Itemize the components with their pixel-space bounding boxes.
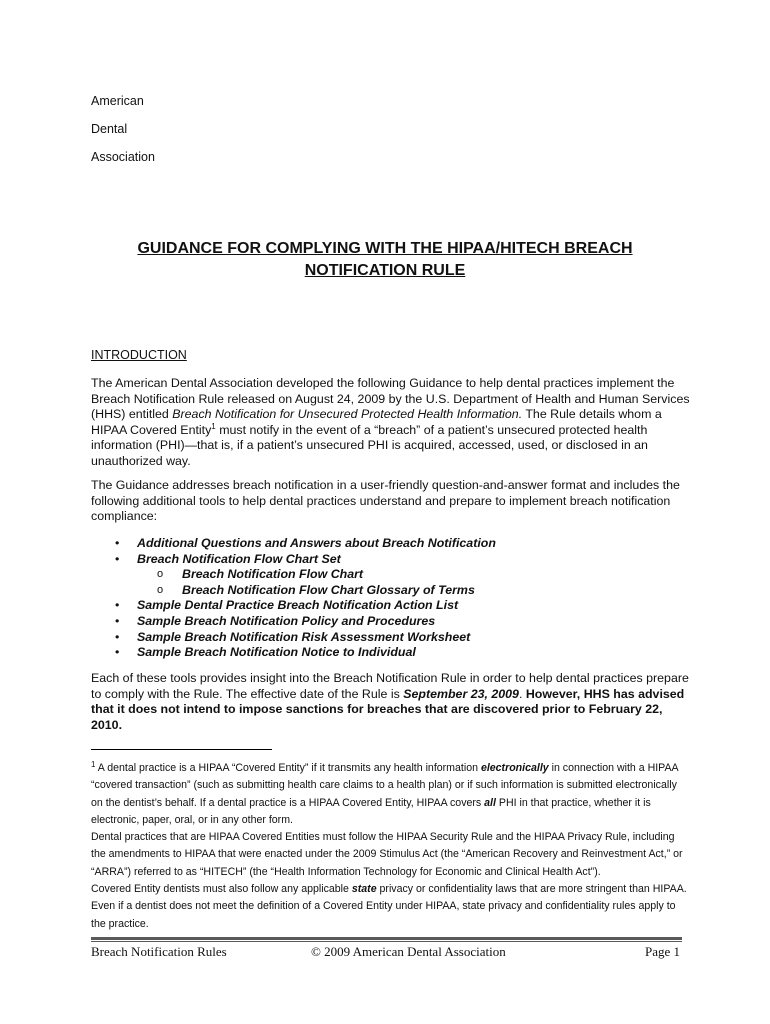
footnote-paragraph-2: Dental practices that are HIPAA Covered Entities must follow the HIPAA Security Rule and the HIPAA Privacy Rule, including the amendments to HIPAA that were enacted under the 2009 Stimulus Act (the “American Recovery and Reinvestment Act,” or “ARRA”) referred to as “HITECH” (the “Health Information Technology for Economic and Clinical Health Act”). — [91, 831, 683, 878]
tools-list — [91, 536, 691, 661]
footnote-text-d: Covered Entity dentists must also follow any applicable — [91, 883, 352, 896]
p1-text-a: The American Dental Association developed the following Guidance to help dental practices implement the Breach Notification Rule released on August 24, 2009 by the U.S. Department of Health and Human Services (HHS) entitled — [91, 376, 690, 422]
footer-copyright: © 2009 American Dental Association — [311, 944, 506, 959]
sub-list-item — [91, 583, 691, 599]
footnote-emphasis-all: all — [484, 796, 496, 809]
list-item-text: Sample Dental Practice Breach Notification Action List — [137, 598, 459, 613]
title-line-1: GUIDANCE FOR COMPLYING WITH THE HIPAA/HITECH BREACH — [137, 240, 633, 257]
list-item-text: Additional Questions and Answers about Breach Notification — [137, 536, 496, 550]
org-line-american: American — [91, 94, 144, 108]
footnote-reference: 1 — [211, 421, 216, 431]
p1-text-b: The Rule details whom a HIPAA Covered Entity — [91, 407, 662, 437]
list-item-text: Sample Breach Notification Notice to Individual — [137, 645, 416, 660]
footnote-text-e: privacy or confidentiality laws that are more stringent than HIPAA. Even if a dentist does not meet the definition of a Covered Entity under HIPAA, state privacy and confidentiality rules apply to the practice. — [91, 883, 687, 930]
p1-text-c: must notify in the event of a “breach” of a patient’s unsecured protected health information (PHI)—that is, if a patient’s unsecured PHI is acquired, accessed, used, or disclosed in an unauthorized way. — [91, 422, 648, 468]
list-item-text: Sample Breach Notification Policy and Procedures — [137, 613, 436, 628]
intro-paragraph-2 — [91, 478, 691, 525]
footnote-text-b: in connection with a HIPAA “covered transaction” (such as submitting health care claims to a health plan) or if such information is submitted electronically on the dentist’s behalf. If a dental practice is a HIPAA Covered Entity, HIPAA covers — [91, 762, 679, 809]
footnote-text-c: PHI in that practice, whether it is electronic, paper, oral, or in any other form. — [91, 796, 651, 826]
sub-list-item — [91, 567, 691, 583]
list-item-text: Breach Notification Flow Chart — [182, 567, 364, 582]
p2-text: The Guidance addresses breach notification in a user-friendly question-and-answer format and includes the following additional tools to help dental practices understand and prepare to implement breach notification compliance: — [91, 478, 680, 524]
title-line-2: NOTIFICATION RULE — [304, 262, 466, 279]
list-item — [91, 552, 691, 568]
org-line-association: Association — [91, 150, 155, 164]
footnote-paragraph-1 — [91, 756, 691, 829]
list-item — [91, 645, 691, 661]
list-item-text: Breach Notification Flow Chart Glossary of Terms — [182, 582, 475, 597]
intro-paragraph-3 — [91, 671, 691, 733]
footnote-section — [91, 756, 691, 933]
page-number: Page 1 — [644, 944, 680, 959]
org-line-dental: Dental — [91, 122, 128, 136]
footer-left-text: Breach Notification Rules — [91, 944, 227, 959]
bullet-icon: • — [115, 629, 120, 644]
circle-bullet-icon: o — [157, 583, 164, 596]
intro-paragraph-1 — [91, 376, 691, 470]
list-item — [91, 630, 691, 646]
sanctions-notice: However, HHS has advised that it does not intend to impose sanctions for breaches that are discovered prior to February 22, 2010. — [91, 686, 685, 732]
footnote-paragraph-3 — [91, 881, 691, 933]
bullet-icon: • — [115, 536, 120, 550]
footnote-mark: 1 — [91, 760, 96, 769]
bullet-icon: • — [115, 645, 120, 660]
list-item-text: Sample Breach Notification Risk Assessment Worksheet — [137, 629, 471, 644]
footnote-separator — [91, 749, 272, 750]
footer-rule-thick — [91, 937, 682, 940]
bullet-icon: • — [115, 613, 120, 628]
rule-title-italic: Breach Notification for Unsecured Protected Health Information. — [172, 407, 523, 422]
list-item — [91, 598, 691, 614]
document-title — [90, 238, 680, 282]
bullet-icon: • — [115, 598, 120, 613]
list-item — [91, 536, 691, 552]
footnote-emphasis-state: state — [351, 883, 377, 896]
introduction-heading: INTRODUCTION — [91, 348, 187, 362]
p3-text-b: . — [518, 686, 526, 701]
circle-bullet-icon: o — [157, 568, 164, 581]
footnote-emphasis-electronically: electronically — [480, 762, 549, 774]
list-item — [91, 614, 691, 630]
effective-date: September 23, 2009 — [403, 686, 519, 701]
p3-text-a: Each of these tools provides insight into the Breach Notification Rule in order to help dental practices prepare to comply with the Rule. The effective date of the Rule is — [91, 671, 689, 701]
footnote-text-a: A dental practice is a HIPAA “Covered Entity” if it transmits any health information — [95, 762, 481, 774]
footer-rule-thin — [91, 941, 682, 942]
bullet-icon: • — [115, 551, 120, 566]
list-item-text: Breach Notification Flow Chart Set — [137, 551, 341, 566]
